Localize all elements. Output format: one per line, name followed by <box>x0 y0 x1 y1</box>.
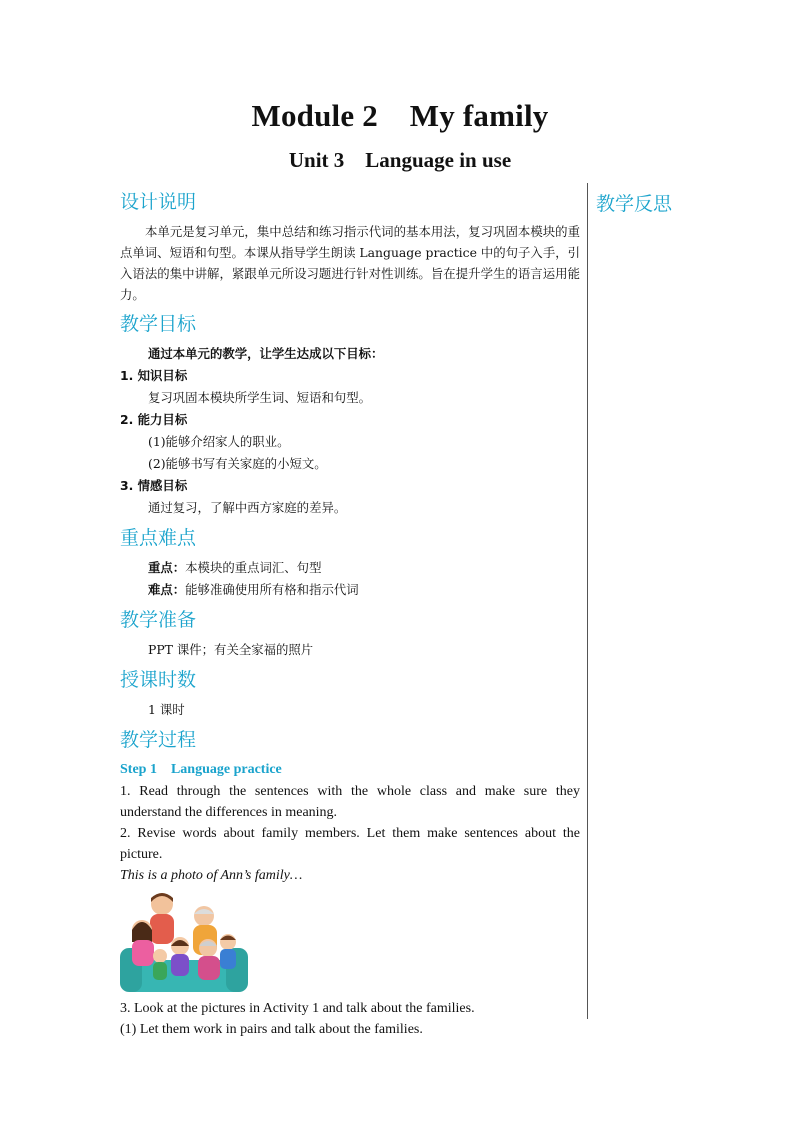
prep-section <box>120 607 580 661</box>
focus-text: 本模块的重点词汇、句型 <box>185 560 322 575</box>
column-divider <box>587 183 588 1019</box>
design-heading: 设计说明 <box>120 191 197 213</box>
hours-text: 1 课时 <box>148 702 185 717</box>
goal-ability-heading: 2. 能力目标 <box>120 412 188 427</box>
goal-ability-text-1: (1)能够介绍家人的职业。 <box>148 434 290 449</box>
process-line-1: 1. Read through the sentences with the whole class and make sure they understand the differences in meaning. <box>120 784 580 820</box>
difficulty-line <box>120 579 580 601</box>
process-line-5: (1) Let them work in pairs and talk about the families. <box>120 1022 423 1037</box>
goal-emotion-text: 通过复习，了解中西方家庭的差异。 <box>148 500 347 515</box>
focus-label: 重点： <box>148 560 186 575</box>
goal-ability-text-2: (2)能够书写有关家庭的小短文。 <box>148 456 327 471</box>
difficulty-text: 能够准确使用所有格和指示代词 <box>185 582 359 597</box>
unit-subtitle: Unit 3 Language in use <box>288 148 512 172</box>
design-text: 本单元是复习单元，集中总结和练习指示代词的基本用法，复习巩固本模块的重点单词、短语和句型。本课从指导学生朗读 Language practice 中的句子入手，引入语法的集中讲解，紧跟单元所设习题进行针对性训练。旨在提升学生的语言运用能力。 <box>120 224 580 302</box>
design-section <box>120 189 580 305</box>
process-line-4: 3. Look at the pictures in Activity 1 and talk about the families. <box>120 1001 475 1016</box>
goal-knowledge-text: 复习巩固本模块所学生词、短语和句型。 <box>148 390 372 405</box>
goals-intro: 通过本单元的教学，让学生达成以下目标： <box>148 346 384 361</box>
process-heading: 教学过程 <box>120 729 197 751</box>
process-section <box>120 727 580 1040</box>
goals-section <box>120 311 580 519</box>
goal-emotion-heading: 3. 情感目标 <box>120 478 188 493</box>
hours-heading: 授课时数 <box>120 669 197 691</box>
process-line-3: This is a photo of Ann’s family… <box>120 868 303 883</box>
step-title: Step 1 Language practice <box>120 762 282 777</box>
prep-heading: 教学准备 <box>120 609 197 631</box>
family-photo-image <box>120 890 248 994</box>
prep-text: PPT 课件；有关全家福的照片 <box>148 642 314 657</box>
difficulty-label: 难点： <box>148 582 186 597</box>
keypoints-section <box>120 525 580 601</box>
goals-heading: 教学目标 <box>120 313 197 335</box>
lesson-content <box>120 189 580 1046</box>
focus-line <box>120 557 580 579</box>
goal-knowledge-heading: 1. 知识目标 <box>120 368 188 383</box>
module-title: Module 2 My family <box>251 98 549 133</box>
keypoints-heading: 重点难点 <box>120 527 197 549</box>
hours-section <box>120 667 580 721</box>
reflection-heading: 教学反思 <box>596 193 673 215</box>
process-line-2: 2. Revise words about family members. Let them make sentences about the picture. <box>120 826 580 862</box>
